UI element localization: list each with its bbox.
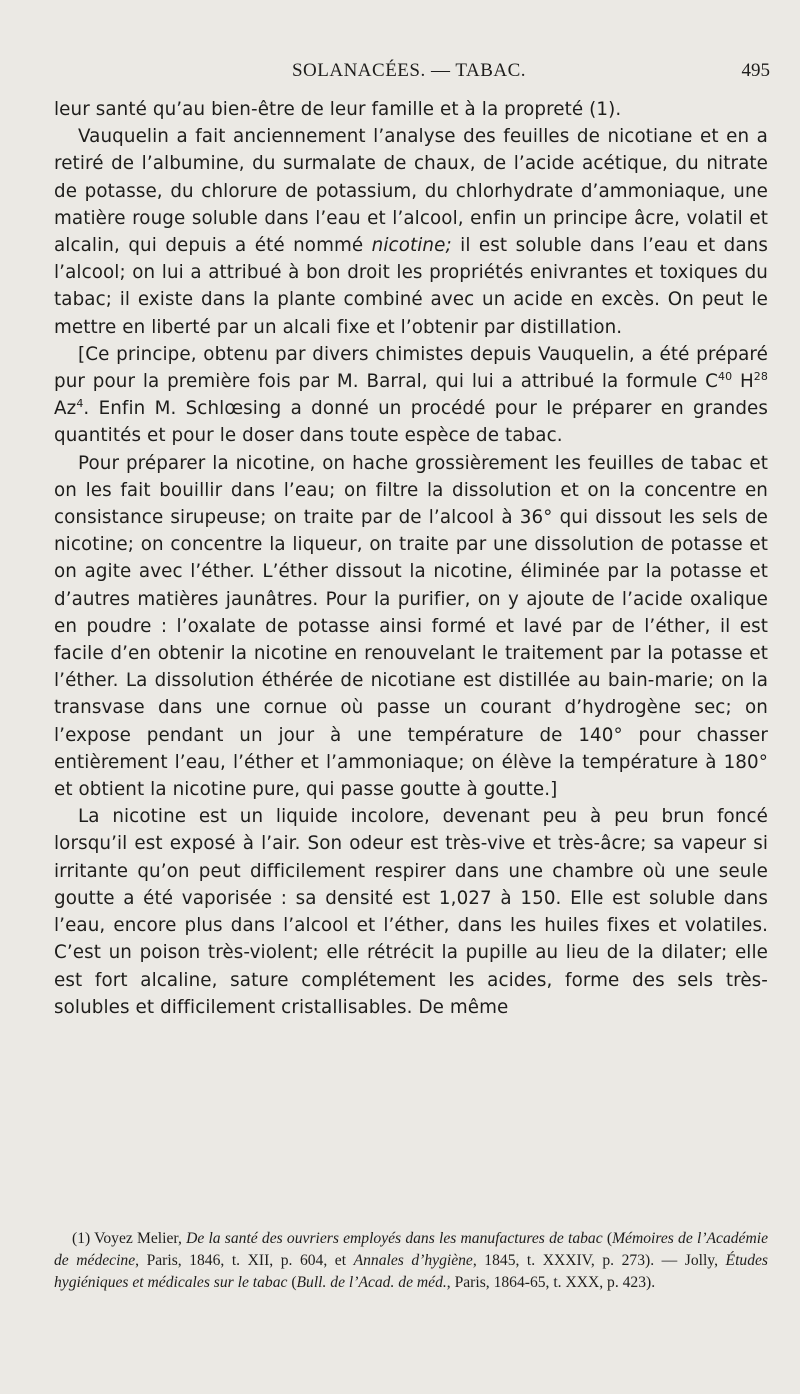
paragraph-1: leur santé qu’au bien-être de leur famille et à la propreté (1). xyxy=(54,99,622,120)
footnote-title-4: Études hygiéniques et médicales sur le tabac xyxy=(54,1252,768,1292)
paragraph-3-text-a: [Ce principe, obtenu par divers chimistes depuis Vauquelin, a été préparé pur pour la première fois par M. Barral, qui lui a attribué la formule C xyxy=(54,343,768,393)
paragraph-4: Pour préparer la nicotine, on hache grossièrement les feuilles de tabac et on les fait bouillir dans l’eau; on filtre la dissolution et on la concentre en consistance sirupeuse; on traite par de l’alcool à 36° qui dissout les sels de nicotine; on concentre la liqueur, on traite par une dissolution de potasse et on agite avec l’éther. L’éther dissout la nicotine, éliminée par la potasse et d’autres matières jaunâtres. Pour la purifier, on y ajoute de l’acide oxalique en poudre : l’oxalate de potasse ainsi formé et lavé par de l’éther, il est facile d’en obtenir la nicotine en renouvelant le traitement par la potasse et l’éther. La dissolution éthérée de nicotiane est distillée au bain-marie; on la transvase dans une cornue où passe un courant d’hydrogène sec; on l’expose pendant un jour à une température de 140° pour chasser entièrement l’eau, l’éther et l’ammoniaque; on élève la température à 180° et obtient la nicotine pure, qui passe goutte à goutte.] xyxy=(54,452,768,801)
footnote-title-2: Mémoires de l’Académie de médecine xyxy=(54,1230,768,1270)
footnote-text-6: , Paris, 1864-65, t. XXX, p. 423). xyxy=(446,1274,656,1292)
footnotes xyxy=(54,1228,768,1295)
page-number: 495 xyxy=(741,60,770,81)
footnote-text-1: (1) Voyez Melier, xyxy=(72,1230,187,1247)
paragraph-3-text-b: H xyxy=(732,371,754,393)
formula-sup-1: 40 xyxy=(717,369,733,383)
footnote-title-5: Bull. de l’Acad. de méd. xyxy=(296,1274,447,1292)
footnote-title-3: Annales d’hygiène xyxy=(353,1252,473,1270)
footnote-text-5: ( xyxy=(287,1274,297,1292)
formula-sup-2: 28 xyxy=(753,369,768,383)
formula-sup-3: 4 xyxy=(76,397,84,411)
paragraph-3-text-c: Az xyxy=(54,398,77,420)
footnote-text-2: ( xyxy=(602,1230,613,1247)
footnote-text-4: , 1845, t. XXXIV, p. 273). — Jolly, xyxy=(472,1252,726,1270)
footnote-1 xyxy=(54,1228,768,1295)
nicotine-term: nicotine; xyxy=(371,235,452,257)
paragraph-3-text-d: . Enfin M. Schlœsing a donné un procédé pour le préparer en grandes quantités et pour le doser dans toute espèce de tabac. xyxy=(54,398,768,447)
paragraph-2-text-b: il est soluble dans l’eau et dans l’alcool; on lui a attribué à bon droit les propriétés enivrantes et toxiques du tabac; il existe dans la plante combiné avec un acide en excès. On peut le mettre en liberté par un alcali fixe et l’obtenir par distillation. xyxy=(54,235,768,338)
paragraph-2-text-a: Vauquelin a fait anciennement l’analyse des feuilles de nicotiane et en a retiré de l’albumine, du surmalate de chaux, de l’acide acétique, du nitrate de potasse, du chlorure de potassium, du chlorhydrate d’ammoniaque, une matière rouge soluble dans l’eau et l’alcool, enfin un principe âcre, volatil et alcalin, qui depuis a été nommé xyxy=(54,126,768,257)
paragraph-5: La nicotine est un liquide incolore, devenant peu à peu brun foncé lorsqu’il est exposé à l’air. Son odeur est très-vive et très-âcre; sa vapeur si irritante qu’on peut difficilement respirer dans une chambre où une seule goutte a été vaporisée : sa densité est 1,027 à 150. Elle est soluble dans l’eau, encore plus dans l’alcool et l’éther, dans les huiles fixes et volatiles. C’est un poison très-violent; elle rétrécit la pupille au lieu de la dilater; elle est fort alcaline, sature complétement les acides, forme des sels très-solubles et difficilement cristallisables. De même xyxy=(54,806,768,1018)
paragraph-2 xyxy=(54,123,768,341)
footnote-text-3: , Paris, 1846, t. XII, p. 604, et xyxy=(135,1252,354,1270)
main-text xyxy=(54,96,768,1021)
footnote-title-1: De la santé des ouvriers employés dans les manufactures de tabac xyxy=(186,1230,603,1247)
page-header xyxy=(48,60,770,90)
paragraph-3 xyxy=(54,341,768,450)
running-title: SOLANACÉES. — TABAC. xyxy=(291,60,527,81)
